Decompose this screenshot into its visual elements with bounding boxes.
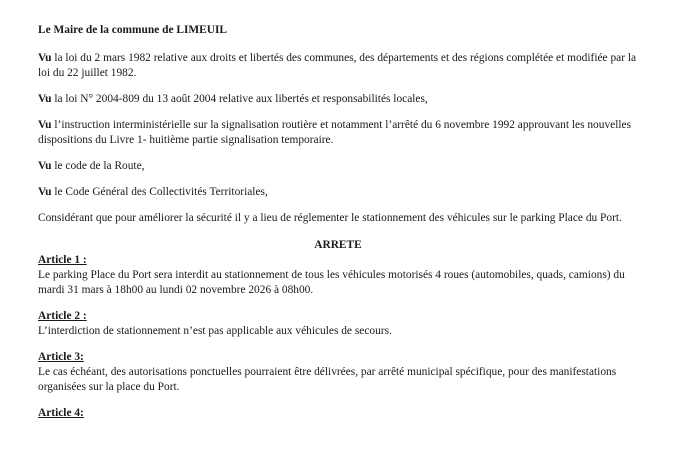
visa-text: la loi du 2 mars 1982 relative aux droits et libertés des communes, des départements et des régions complétée et modifiée par la loi du 22 juillet 1982.	[38, 52, 637, 79]
considerant-paragraph: Considérant que pour améliorer la sécurité il y a lieu de réglementer le stationnement des véhicules sur le parking Place du Port.	[38, 212, 622, 224]
visa-text: le code de la Route,	[51, 160, 145, 172]
arrete-heading: ARRETE	[314, 239, 362, 251]
document-title: Le Maire de la commune de LIMEUIL	[38, 24, 227, 36]
article-heading: Article 3:	[38, 351, 84, 363]
visa-paragraph	[38, 185, 638, 200]
document-page	[38, 23, 638, 432]
article-text: Le cas échéant, des autorisations ponctuelles pourraient être délivrées, par arrêté municipal spécifique, pour des manifestations organisées sur la place du Port.	[38, 366, 617, 393]
visa-text: la loi N° 2004-809 du 13 août 2004 relative aux libertés et responsabilités locales,	[51, 93, 428, 105]
article-text: L’interdiction de stationnement n’est pas applicable aux véhicules de secours.	[38, 325, 392, 337]
visa-paragraph	[38, 51, 638, 81]
article-heading: Article 2 :	[38, 310, 87, 322]
visa-paragraph	[38, 159, 638, 174]
article-text: Le parking Place du Port sera interdit au stationnement de tous les véhicules motorisés 4 roues (automobiles, quads, camions) du mardi 31 mars à 18h00 au lundi 02 novembre 2026 à 08h00.	[38, 269, 625, 296]
visa-prefix: Vu	[38, 160, 52, 172]
visa-prefix: Vu	[38, 52, 52, 64]
visa-prefix: Vu	[38, 119, 52, 131]
visa-paragraph	[38, 118, 638, 148]
visa-prefix: Vu	[38, 186, 52, 198]
visa-paragraph	[38, 92, 638, 107]
article-heading: Article 4:	[38, 407, 84, 419]
visa-text: l’instruction interministérielle sur la signalisation routière et notamment l’arrêté du 6 novembre 1992 approuvant les nouvelles dispositions du Livre 1- huitième partie signalisation temporaire.	[38, 119, 632, 146]
visa-text: le Code Général des Collectivités Territoriales,	[51, 186, 268, 198]
article-heading: Article 1 :	[38, 254, 87, 266]
visa-prefix: Vu	[38, 93, 52, 105]
